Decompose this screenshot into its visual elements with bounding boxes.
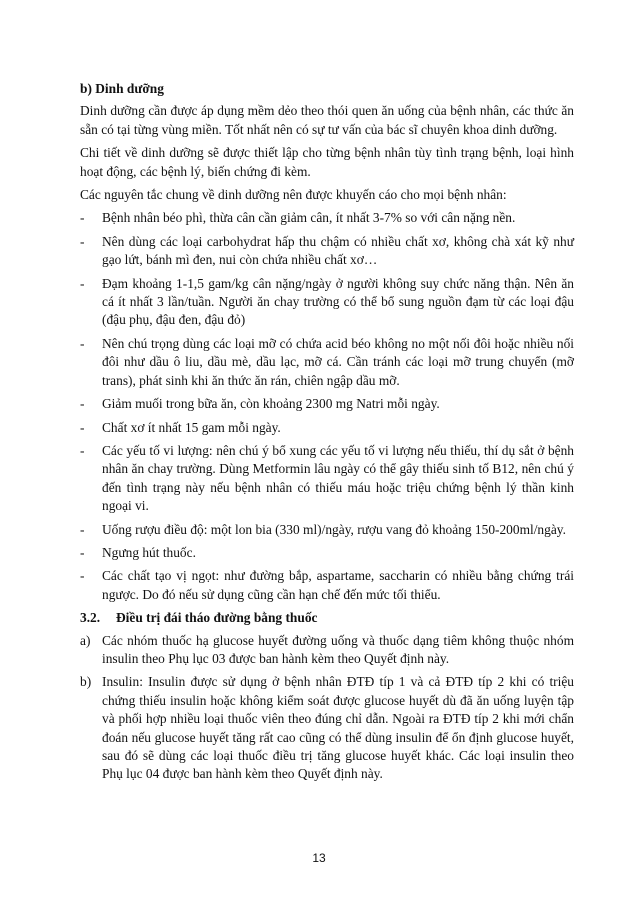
section-title: Điều trị đái tháo đường bằng thuốc [116,610,318,626]
bullet-item [80,544,574,562]
bullet-text: Chất xơ ít nhất 15 gam mỗi ngày. [102,419,281,435]
bullet-item [80,233,574,270]
bullet-item [80,395,574,413]
bullet-marker: - [80,544,85,560]
intro-paragraph-3: Các nguyên tắc chung về dinh dưỡng nên được khuyến cáo cho mọi bệnh nhân: [80,187,507,203]
section-b-heading: b) Dinh dưỡng [80,81,164,96]
bullet-text: Nên dùng các loại carbohydrat hấp thu chậm có nhiều chất xơ, không chà xát kỹ như gạo lứt, bánh mì đen, nui còn chứa nhiều chất xơ… [102,233,574,268]
lettered-item-b [80,673,574,783]
section-number: 3.2. [80,610,101,626]
intro-paragraph-1: Dinh dưỡng cần được áp dụng mềm dẻo theo thói quen ăn uống của bệnh nhân, các thức ăn sẵn có tại từng vùng miền. Tốt nhất nên có sự tư vấn của bác sĩ chuyên khoa dinh dưỡng. [80,103,574,137]
bullet-marker: - [80,568,85,584]
bullet-text: Nên chú trọng dùng các loại mỡ có chứa acid béo không no một nối đôi hoặc nhiều nối đôi như dầu ô liu, dầu mè, dầu lạc, mỡ cá. Cần tránh các loại mỡ trung chuyển (mỡ trans), phát sinh khi ăn thức ăn rán, chiên ngập dầu mỡ. [102,335,574,388]
bullet-item [80,521,574,539]
bullet-marker: - [80,442,85,458]
bullet-item [80,419,574,437]
bullet-item [80,275,574,330]
bullet-marker: - [80,521,85,537]
item-marker: b) [80,674,92,690]
bullet-item [80,209,574,227]
bullet-text: Ngưng hút thuốc. [102,544,196,560]
item-marker: a) [80,632,91,648]
bullet-marker: - [80,396,85,412]
lettered-item-a [80,632,574,669]
bullet-marker: - [80,233,85,249]
bullet-text: Đạm khoảng 1-1,5 gam/kg cân nặng/ngày ở người không suy chức năng thận. Nên ăn cá ít nhất 3 lần/tuần. Người ăn chay trường có thể bổ sung nguồn đạm từ các loại đậu (đậu phụ, đậu đen, đậu đỏ) [102,275,574,328]
bullet-text: Bệnh nhân béo phì, thừa cân cần giảm cân, ít nhất 3-7% so với cân nặng nền. [102,210,516,226]
page-content [80,80,574,789]
bullet-marker: - [80,275,85,291]
intro-paragraph-2: Chi tiết về dinh dưỡng sẽ được thiết lập cho từng bệnh nhân tùy tình trạng bệnh, loại hình hoạt động, các bệnh lý, biến chứng đi kèm. [80,145,574,179]
item-text: Các nhóm thuốc hạ glucose huyết đường uống và thuốc dạng tiêm không thuộc nhóm insulin theo Phụ lục 03 được ban hành kèm theo Quyết định này. [102,632,574,666]
bullet-item [80,335,574,390]
bullet-text: Các chất tạo vị ngọt: như đường bắp, aspartame, saccharin có nhiều bằng chứng trái ngược. Do đó nếu sử dụng cũng cần hạn chế đến mức tối thiểu. [102,568,574,602]
bullet-marker: - [80,419,85,435]
bullet-text: Các yếu tố vi lượng: nên chú ý bổ xung các yếu tố vi lượng nếu thiếu, thí dụ sắt ở bệnh nhân ăn chay trường. Dùng Metformin lâu ngày có thể gây thiếu sinh tố B12, nên chú ý đến tình trạng này nếu bệnh nhân có thiếu máu hoặc triệu chứng bệnh lý thần kinh ngoại vi. [102,442,574,514]
bullet-marker: - [80,210,85,226]
bullet-marker: - [80,335,85,351]
section-3-2-heading [80,609,574,627]
bullet-text: Giảm muối trong bữa ăn, còn khoảng 2300 mg Natri mỗi ngày. [102,396,440,412]
bullet-item [80,442,574,516]
bullet-text: Uống rượu điều độ: một lon bia (330 ml)/ngày, rượu vang đỏ khoảng 150-200ml/ngày. [102,521,566,537]
item-text: Insulin: Insulin được sử dụng ở bệnh nhân ĐTĐ típ 1 và cả ĐTĐ típ 2 khi có triệu chứng thiếu insulin hoặc không kiểm soát được glucose huyết dù đã ăn uống luyện tập và phối hợp nhiều loại thuốc viên theo đúng chỉ dẫn. Ngoài ra ĐTĐ típ 2 khi mới chẩn đoán nếu glucose huyết tăng rất cao cũng có thể dùng insulin để ổn định glucose huyết, sau đó sẽ dùng các loại thuốc điều trị tăng glucose huyết khác. Các loại insulin theo Phụ lục 04 được ban hành kèm theo Quyết định này. [102,674,574,782]
bullet-item [80,567,574,604]
page-number: 13 [312,851,326,865]
